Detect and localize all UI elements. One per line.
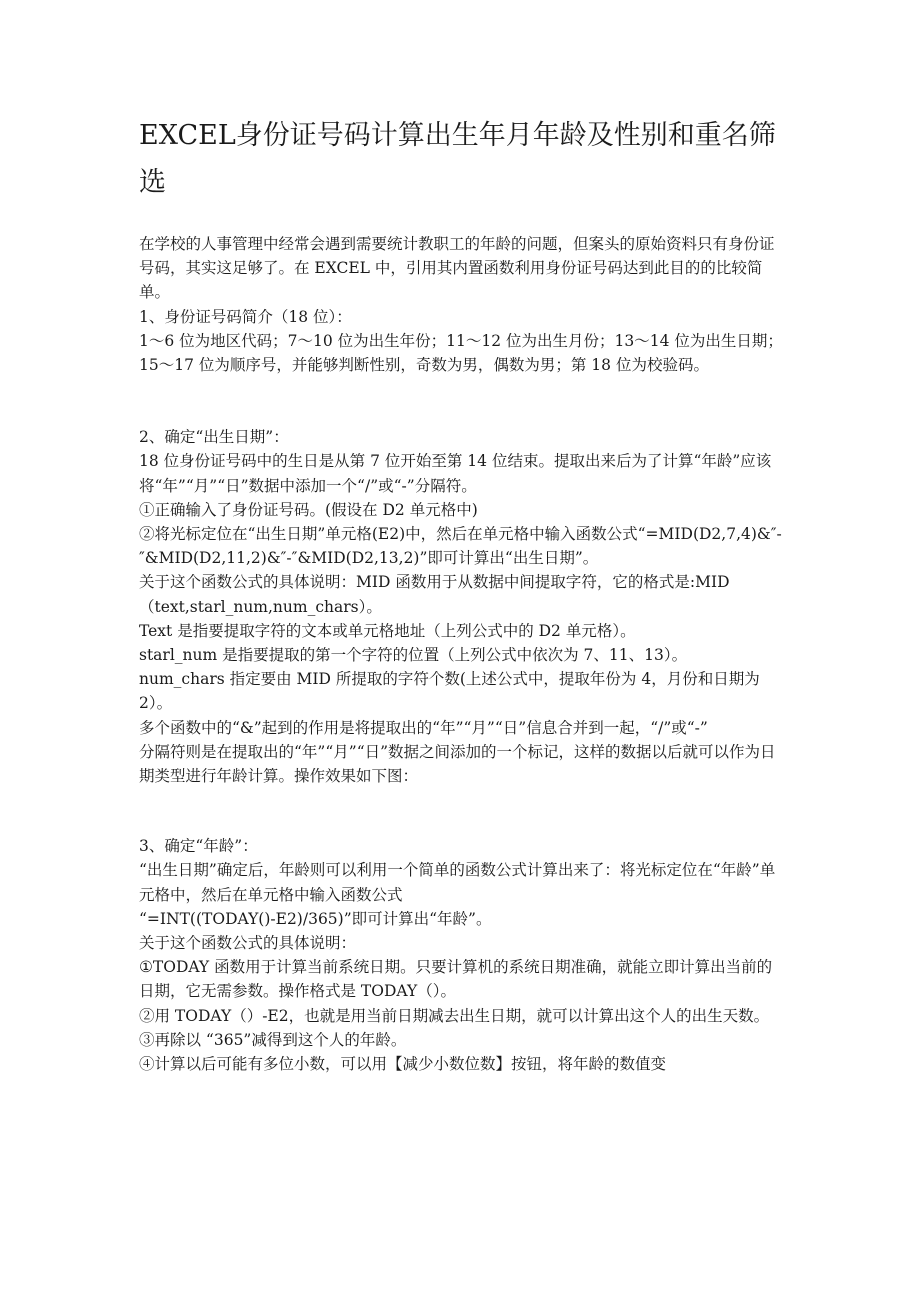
spacer	[139, 377, 784, 425]
section-1-text: 1～6 位为地区代码；7～10 位为出生年份；11～12 位为出生月份；13～14 位为出生日期；15～17 位为顺序号，并能够判断性别，奇数为男，偶数为男；第 18 位为校验码。	[139, 331, 783, 375]
section-3-paragraph: ③再除以 “365”减得到这个人的年龄。	[139, 1030, 407, 1049]
section-2-heading: 2、确定“出生日期”：	[139, 428, 289, 447]
section-2-paragraph: 分隔符则是在提取出的“年”“月”“日”数据之间添加的一个标记，这样的数据以后就可以作为日期类型进行年龄计算。操作效果如下图：	[139, 742, 776, 786]
section-3-paragraph: 关于这个函数公式的具体说明：	[139, 934, 357, 953]
section-2-paragraph: starl_num 是指要提取的第一个字符的位置（上列公式中依次为 7、11、13）。	[139, 646, 688, 665]
section-3-paragraph: “出生日期”确定后，年龄则可以利用一个简单的函数公式计算出来了：将光标定位在“年龄”单元格中，然后在单元格中输入函数公式	[139, 861, 776, 904]
section-2-paragraph: ①正确输入了身份证号码。(假设在 D2 单元格中)	[139, 500, 478, 519]
section-3-paragraph: ④计算以后可能有多位小数，可以用【减少小数位数】按钮，将年龄的数值变	[139, 1055, 667, 1074]
section-3-paragraph: ①TODAY 函数用于计算当前系统日期。只要计算机的系统日期准确，就能立即计算出当前的日期，它无需参数。操作格式是 TODAY（）。	[139, 958, 773, 1001]
section-2-paragraph: 关于这个函数公式的具体说明：MID 函数用于从数据中间提取字符，它的格式是:MID（text,starl_num,num_chars）。	[139, 573, 730, 616]
spacer	[139, 788, 784, 834]
section-2-paragraph: num_chars 指定要由 MID 所提取的字符个数(上述公式中，提取年份为 4，月份和日期为 2）。	[139, 670, 760, 713]
document-body	[139, 232, 784, 1076]
section-2-paragraph: 多个函数中的“&”起到的作用是将提取出的“年”“月”“日”信息合并到一起，“/”或“-”	[139, 718, 708, 737]
section-3-paragraph: “=INT((TODAY()-E2)/365)”即可计算出“年龄”。	[139, 909, 492, 928]
section-3-paragraph: ②用 TODAY（）-E2，也就是用当前日期减去出生日期，就可以计算出这个人的出生天数。	[139, 1006, 770, 1025]
document-title: EXCEL身份证号码计算出生年月年龄及性别和重名筛选	[139, 120, 776, 198]
section-2-paragraph: ②将光标定位在“出生日期”单元格(E2)中，然后在单元格中输入函数公式“=MID(D2,7,4)&″-″&MID(D2,11,2)&″-″&MID(D2,13,2)”即可计算出“出生日期”。	[139, 525, 782, 568]
intro-paragraph: 在学校的人事管理中经常会遇到需要统计教职工的年龄的问题，但案头的原始资料只有身份证号码，其实这足够了。在 EXCEL 中，引用其内置函数利用身份证号码达到此目的的比较简单。	[139, 235, 775, 302]
section-2-paragraph: Text 是指要提取字符的文本或单元格地址（上列公式中的 D2 单元格）。	[139, 621, 636, 640]
section-1-heading: 1、身份证号码简介（18 位）：	[139, 307, 352, 326]
section-2-paragraph: 18 位身份证号码中的生日是从第 7 位开始至第 14 位结束。提取出来后为了计算“年龄”应该将“年”“月”“日”数据中添加一个“/”或“-”分隔符。	[139, 452, 772, 495]
section-3-heading: 3、确定“年龄”：	[139, 837, 258, 856]
